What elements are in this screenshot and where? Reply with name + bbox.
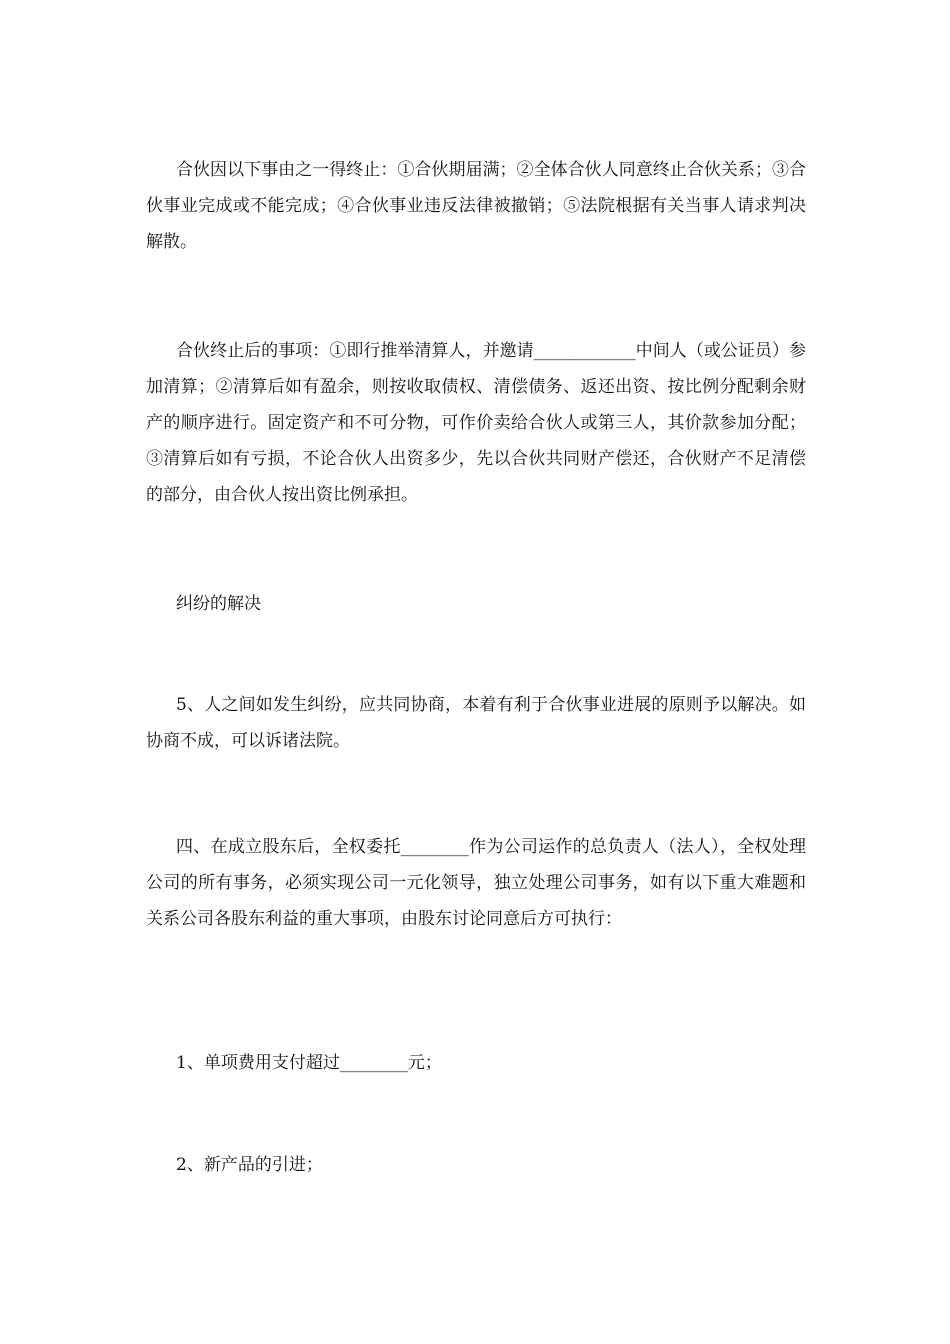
paragraph-dispute-clause: 5、人之间如发生纠纷，应共同协商，本着有利于合伙事业进展的原则予以解决。如协商不成，可以诉诸法院。 (146, 695, 806, 751)
paragraph-authorization-clause: 四、在成立股东后，全权委托________作为公司运作的总负责人（法人），全权处理公司的所有事务，必须实现公司一元化领导，独立处理公司事务，如有以下重大难题和关系公司各股东利益的重大事项，由股东讨论同意后方可执行： (146, 837, 806, 929)
paragraph-post-termination-matters: 合伙终止后的事项：①即行推举清算人，并邀请____________中间人（或公证员）参加清算；②清算后如有盈余，则按收取债权、清偿债务、返还出资、按比例分配剩余财产的顺序进行。固定资产和不可分物，可作价卖给合伙人或第三人，其价款参加分配；③清算后如有亏损，不论合伙人出资多少，先以合伙共同财产偿还，合伙财产不足清偿的部分，由合伙人按出资比例承担。 (146, 341, 806, 505)
section-heading-dispute-resolution: 纠纷的解决 (176, 594, 261, 614)
list-item-expense-limit: 1、单项费用支付超过________元； (176, 1053, 442, 1073)
paragraph-termination-causes: 合伙因以下事由之一得终止：①合伙期届满；②全体合伙人同意终止合伙关系；③合伙事业完成或不能完成；④合伙事业违反法律被撤销；⑤法院根据有关当事人请求判决解散。 (146, 160, 806, 252)
list-item-new-product: 2、新产品的引进； (176, 1155, 323, 1175)
